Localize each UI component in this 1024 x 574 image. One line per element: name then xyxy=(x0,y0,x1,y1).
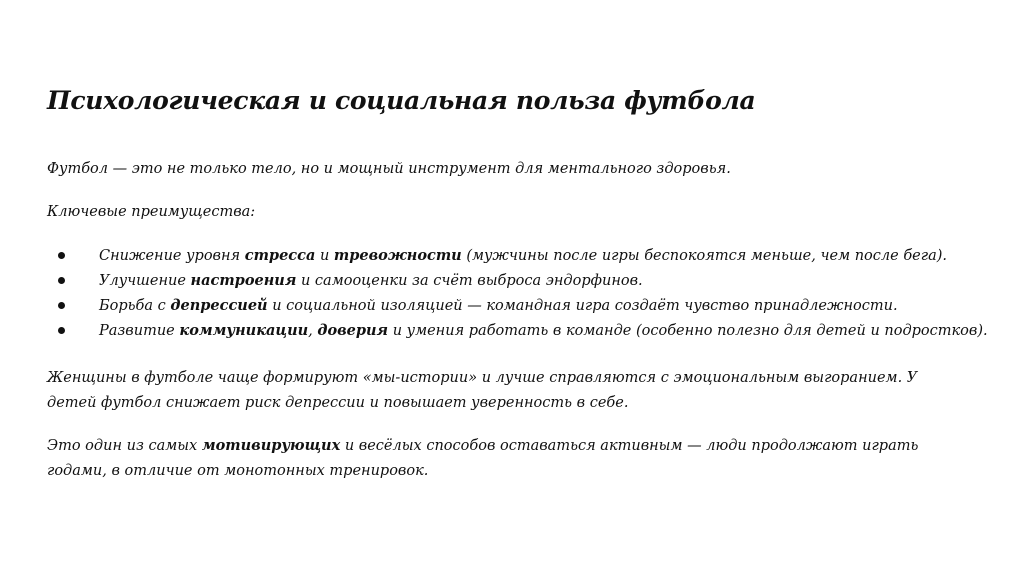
list-item xyxy=(47,268,988,293)
list-item-text: Улучшение xyxy=(99,273,191,289)
intro-paragraph: Футбол — это не только тело, но и мощный инструмент для ментального здоровья. xyxy=(47,161,731,177)
emphasis-text: настроения xyxy=(190,272,297,289)
benefits-list xyxy=(47,243,988,343)
emphasis-text: депрессией xyxy=(170,297,268,314)
bullet-icon xyxy=(58,302,65,309)
list-item-text: и самооценки за счёт выброса эндорфинов. xyxy=(296,273,643,289)
list-item xyxy=(47,318,988,343)
bullet-icon xyxy=(58,327,65,334)
list-item-text: (мужчины после игры беспокоятся меньше, чем после бега). xyxy=(461,248,947,264)
emphasis-text: коммуникации xyxy=(179,322,309,339)
closing-text: и весёлых способов оставаться активным — люди продолжают играть годами, в отличие от монотонных тренировок. xyxy=(47,438,919,479)
key-benefits-label: Ключевые преимущества: xyxy=(47,204,256,220)
list-item xyxy=(47,243,988,268)
list-item-text: Развитие xyxy=(99,323,180,339)
emphasis-text: доверия xyxy=(317,322,389,339)
list-item-text: Борьба с xyxy=(99,298,171,314)
closing-text: Это один из самых xyxy=(47,438,202,454)
emphasis-text: стресса xyxy=(244,247,316,264)
emphasis-text: мотивирующих xyxy=(201,437,341,454)
slide-title: Психологическая и социальная польза футбола xyxy=(47,86,756,115)
list-item-text: и социальной изоляцией — командная игра создаёт чувство принадлежности. xyxy=(267,298,898,314)
list-item-text: и умения работать в команде (особенно полезно для детей и подростков). xyxy=(388,323,988,339)
list-item xyxy=(47,293,988,318)
list-item-text: и xyxy=(315,248,334,264)
closing-paragraph xyxy=(47,433,967,484)
bullet-icon xyxy=(58,277,65,284)
list-item-text: Снижение уровня xyxy=(99,248,245,264)
bullet-icon xyxy=(58,252,65,259)
women-children-paragraph: Женщины в футболе чаще формируют «мы-истории» и лучше справляются с эмоциональным выгоранием. У детей футбол снижает риск депрессии и повышает уверенность в себе. xyxy=(47,370,918,411)
emphasis-text: тревожности xyxy=(333,247,462,264)
list-item-text: , xyxy=(308,323,318,339)
